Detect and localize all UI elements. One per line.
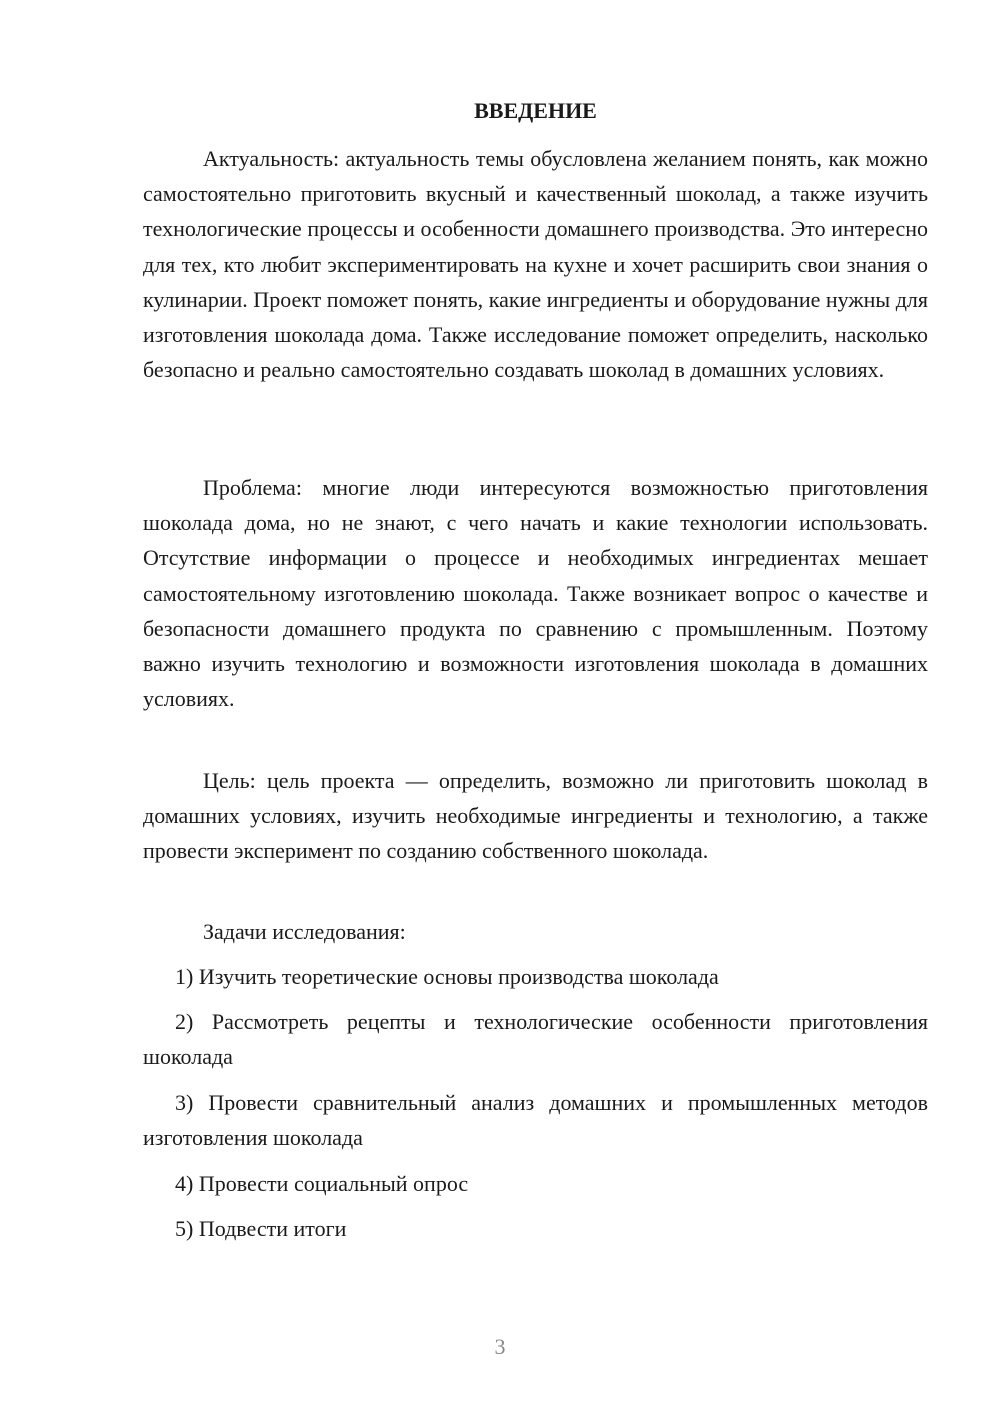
problem-paragraph: Проблема: многие люди интересуются возможностью приготовления шоколада дома, но не знают, с чего начать и какие технологии использовать. Отсутствие информации о процессе и необходимых ингредиентах мешает самостоятельному изготовлению шоколада. Также возникает вопрос о качестве и безопасности домашнего продукта по сравнению с промышленным. Поэтому важно изучить технологию и возможности изготовления шоколада в домашних условиях. — [143, 475, 928, 712]
relevance-paragraph: Актуальность: актуальность темы обусловлена желанием понять, как можно самостоятельно приготовить вкусный и качественный шоколад, а также изучить технологические процессы и особенности домашнего производства. Это интересно для тех, кто любит экспериментировать на кухне и хочет расширить свои знания о кулинарии. Проект поможет понять, какие ингредиенты и оборудование нужны для изготовления шоколада дома. Также исследование поможет определить, насколько безопасно и реально самостоятельно создавать шоколад в домашних условиях. — [143, 146, 928, 383]
task-item-5: 5) Подвести итоги — [175, 1216, 347, 1241]
task-item-2: 2) Рассмотреть рецепты и технологические особенности приготовления шоколада — [143, 1009, 928, 1070]
goal-paragraph: Цель: цель проекта — определить, возможно ли приготовить шоколад в домашних условиях, изучить необходимые ингредиенты и технологию, а также провести эксперимент по созданию собственного шоколада. — [143, 768, 928, 864]
page-number: 3 — [494, 1334, 506, 1359]
task-item-3: 3) Провести сравнительный анализ домашних и промышленных методов изготовления шоколада — [143, 1090, 928, 1151]
section-title: ВВЕДЕНИЕ — [474, 98, 597, 123]
task-item-4: 4) Провести социальный опрос — [175, 1171, 469, 1196]
tasks-heading: Задачи исследования: — [203, 919, 406, 944]
task-item-1: 1) Изучить теоретические основы производства шоколада — [175, 964, 719, 989]
